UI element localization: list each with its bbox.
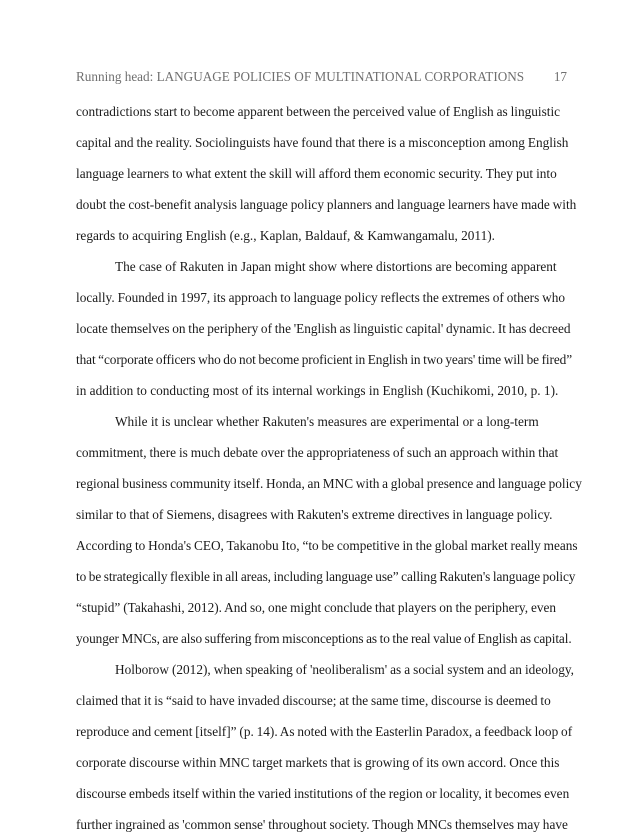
paragraph-first-line: While it is unclear whether Rakuten's measures are experimental or a long-term	[115, 414, 539, 429]
body-line: claimed that it is “said to have invaded discourse; at the same time, discourse is deemed to	[76, 693, 551, 708]
body-line: in addition to conducting most of its internal workings in English (Kuchikomi, 2010, p. 1).	[76, 383, 559, 398]
body-line: discourse embeds itself within the varied institutions of the region or locality, it becomes even	[76, 786, 570, 801]
body-line: further ingrained as 'common sense' throughout society. Though MNCs themselves may have	[76, 817, 568, 832]
body-line: language learners to what extent the skill will afford them economic security. They put into	[76, 166, 557, 181]
paragraph-first-line: Holborow (2012), when speaking of 'neoliberalism' as a social system and an ideology,	[115, 662, 574, 677]
body-line: According to Honda's CEO, Takanobu Ito, “to be competitive in the global market really means	[76, 538, 578, 553]
body-line: capital and the reality. Sociolinguists have found that there is a misconception among English	[76, 135, 569, 150]
body-line: similar to that of Siemens, disagrees with Rakuten's extreme directives in language policy.	[76, 507, 553, 522]
body-line: locate themselves on the periphery of the 'English as linguistic capital' dynamic. It has decreed	[76, 321, 571, 336]
body-line: to be strategically flexible in all areas, including language use” calling Rakuten's language policy	[76, 569, 576, 584]
body-line: doubt the cost-benefit analysis language policy planners and language learners have made with	[76, 197, 577, 212]
page-number: 17	[553, 69, 567, 84]
body-line: regional business community itself. Honda, an MNC with a global presence and language policy	[76, 476, 582, 491]
body-line: contradictions start to become apparent between the perceived value of English as linguistic	[76, 104, 561, 119]
body-line: reproduce and cement [itself]” (p. 14). As noted with the Easterlin Paradox, a feedback loop of	[76, 724, 573, 739]
body-line: corporate discourse within MNC target markets that is growing of its own accord. Once this	[76, 755, 560, 770]
running-header	[76, 69, 567, 89]
paragraph-first-line: The case of Rakuten in Japan might show where distortions are becoming apparent	[115, 259, 557, 274]
running-head-text: Running head: LANGUAGE POLICIES OF MULTINATIONAL CORPORATIONS	[76, 69, 525, 84]
body-line: regards to acquiring English (e.g., Kaplan, Baldauf, & Kamwangamalu, 2011).	[76, 228, 495, 243]
body-line: “stupid” (Takahashi, 2012). And so, one might conclude that players on the periphery, even	[76, 600, 557, 615]
body-line: commitment, there is much debate over the appropriateness of such an approach within that	[76, 445, 559, 460]
body-line: locally. Founded in 1997, its approach to language policy reflects the extremes of others who	[76, 290, 566, 305]
body-line: that “corporate officers who do not become proficient in English in two years' time will be fired”	[76, 352, 572, 367]
body-line: younger MNCs, are also suffering from misconceptions as to the real value of English as capital.	[76, 631, 572, 646]
